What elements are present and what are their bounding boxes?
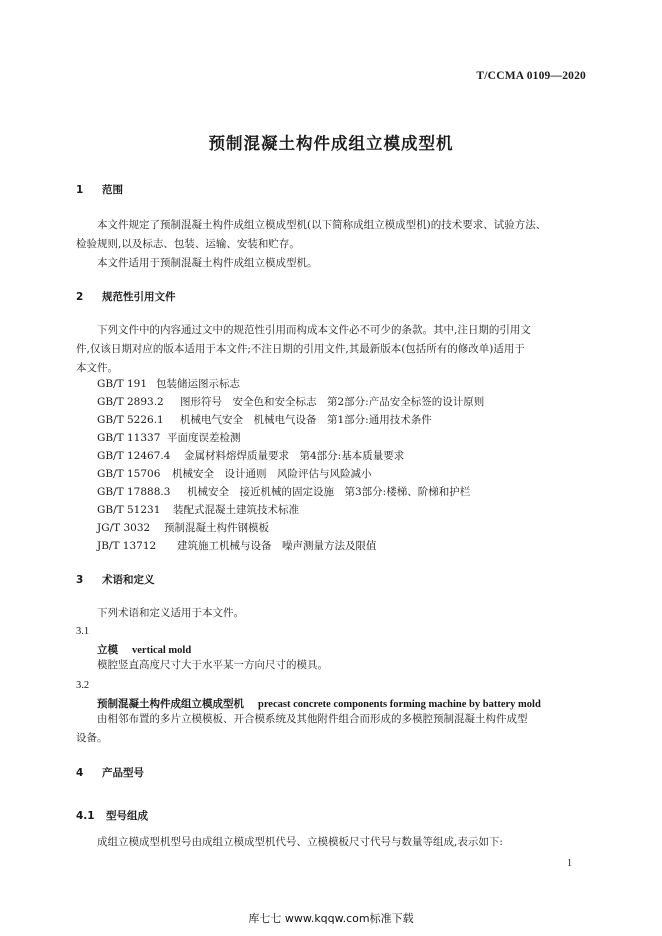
section-title: 范围	[102, 184, 123, 196]
reference-code: GB/T 12467.4	[97, 450, 171, 462]
reference-item	[97, 538, 377, 554]
reference-item	[97, 484, 470, 500]
reference-code: GB/T 17888.3	[97, 486, 171, 498]
reference-code: JG/T 3032	[97, 522, 151, 534]
reference-title: 包装储运图示标志	[156, 378, 240, 390]
paragraph-line: 模腔竖直高度尺寸大于水平某一方向尺寸的模具。	[97, 659, 328, 671]
term-chinese: 预制混凝土构件成组立模成型机	[97, 698, 244, 710]
paragraph-line: 本文件。	[76, 362, 118, 374]
paragraph-line: 下列文件中的内容通过文中的规范性引用而构成本文件必不可少的条款。其中,注日期的引用文	[97, 324, 531, 336]
reference-item	[97, 448, 404, 464]
paragraph-line: 由相邻布置的多片立模模板、开合模系统及其他附件组合而形成的多模腔预制混凝土构件成型	[97, 713, 528, 725]
reference-code: GB/T 2893.2	[97, 396, 164, 408]
term-number: 3.2	[76, 680, 90, 691]
section-4-1-heading	[76, 808, 588, 824]
section-title: 规范性引用文件	[102, 291, 176, 303]
section-title: 型号组成	[106, 810, 148, 822]
paragraph-line: 本文件规定了预制混凝土构件成组立模成型机(以下简称成组立模成型机)的技术要求、试验方法、	[97, 219, 547, 231]
reference-code: GB/T 11337	[97, 432, 161, 444]
reference-title: 机械安全 接近机械的固定设施 第3部分:楼梯、阶梯和护栏	[187, 486, 471, 498]
section-number: 2	[76, 291, 84, 303]
paragraph-line: 检验规则,以及标志、包装、运输、安装和贮存。	[76, 238, 300, 250]
section-2-heading	[76, 289, 588, 305]
section-title: 产品型号	[102, 767, 144, 779]
reference-title: 图形符号 安全色和安全标志 第2部分:产品安全标签的设计原则	[180, 396, 485, 408]
section-1-heading	[76, 182, 588, 198]
document-code: T/CCMA 0109—2020	[476, 70, 586, 82]
footer-watermark: 库七七 www.kqqw.com标准下载	[248, 912, 414, 925]
reference-item	[97, 502, 299, 518]
reference-item	[97, 466, 372, 482]
reference-code: GB/T 5226.1	[97, 414, 164, 426]
reference-code: GB/T 15706	[97, 468, 161, 480]
document-title: 预制混凝土构件成组立模成型机	[208, 134, 454, 153]
reference-title: 装配式混凝土建筑技术标准	[173, 504, 299, 516]
section-2-intro	[76, 321, 588, 378]
reference-item	[97, 376, 240, 392]
section-4-heading	[76, 765, 588, 781]
section-number: 3	[76, 574, 84, 586]
section-number: 4	[76, 767, 84, 779]
section-4-1-body	[76, 833, 588, 852]
reference-code: GB/T 191	[97, 378, 148, 390]
reference-title: 平面度误差检测	[167, 432, 241, 444]
reference-code: GB/T 51231	[97, 504, 161, 516]
reference-code: JB/T 13712	[97, 540, 157, 552]
term-english: vertical mold	[132, 645, 192, 656]
paragraph-line: 下列术语和定义适用于本文件。	[97, 607, 244, 619]
reference-title: 预制混凝土构件钢模板	[164, 522, 269, 534]
paragraph-line: 成组立模成型机型号由成组立模成型机代号、立模模板尺寸代号与数量等组成,表示如下:	[97, 836, 503, 848]
term-english: precast concrete components forming machine by battery mold	[258, 699, 541, 710]
reference-title: 金属材料熔焊质量要求 第4部分:基本质量要求	[184, 450, 405, 462]
reference-title: 建筑施工机械与设备 噪声测量方法及限值	[177, 540, 377, 552]
section-number: 4.1	[76, 810, 95, 822]
section-1-body	[76, 216, 588, 273]
reference-item	[97, 394, 484, 410]
section-title: 术语和定义	[102, 574, 155, 586]
page-number: 1	[567, 858, 572, 869]
paragraph-line: 本文件适用于预制混凝土构件成组立模成型机。	[97, 257, 318, 269]
reference-item	[97, 412, 432, 428]
paragraph-line: 件,仅该日期对应的版本适用于本文件;不注日期的引用文件,其最新版本(包括所有的修改单)适用于	[76, 343, 525, 355]
reference-title: 机械安全 设计通则 风险评估与风险减小	[172, 468, 372, 480]
term-definition	[76, 656, 588, 675]
paragraph-line: 设备。	[76, 732, 108, 744]
section-3-heading	[76, 572, 588, 588]
term-chinese: 立模	[97, 644, 118, 656]
term-number: 3.1	[76, 626, 90, 637]
reference-item	[97, 430, 241, 446]
reference-title: 机械电气安全 机械电气设备 第1部分:通用技术条件	[180, 414, 432, 426]
section-3-intro	[76, 604, 588, 623]
reference-item	[97, 520, 269, 536]
term-definition	[76, 710, 588, 748]
section-number: 1	[76, 184, 84, 196]
